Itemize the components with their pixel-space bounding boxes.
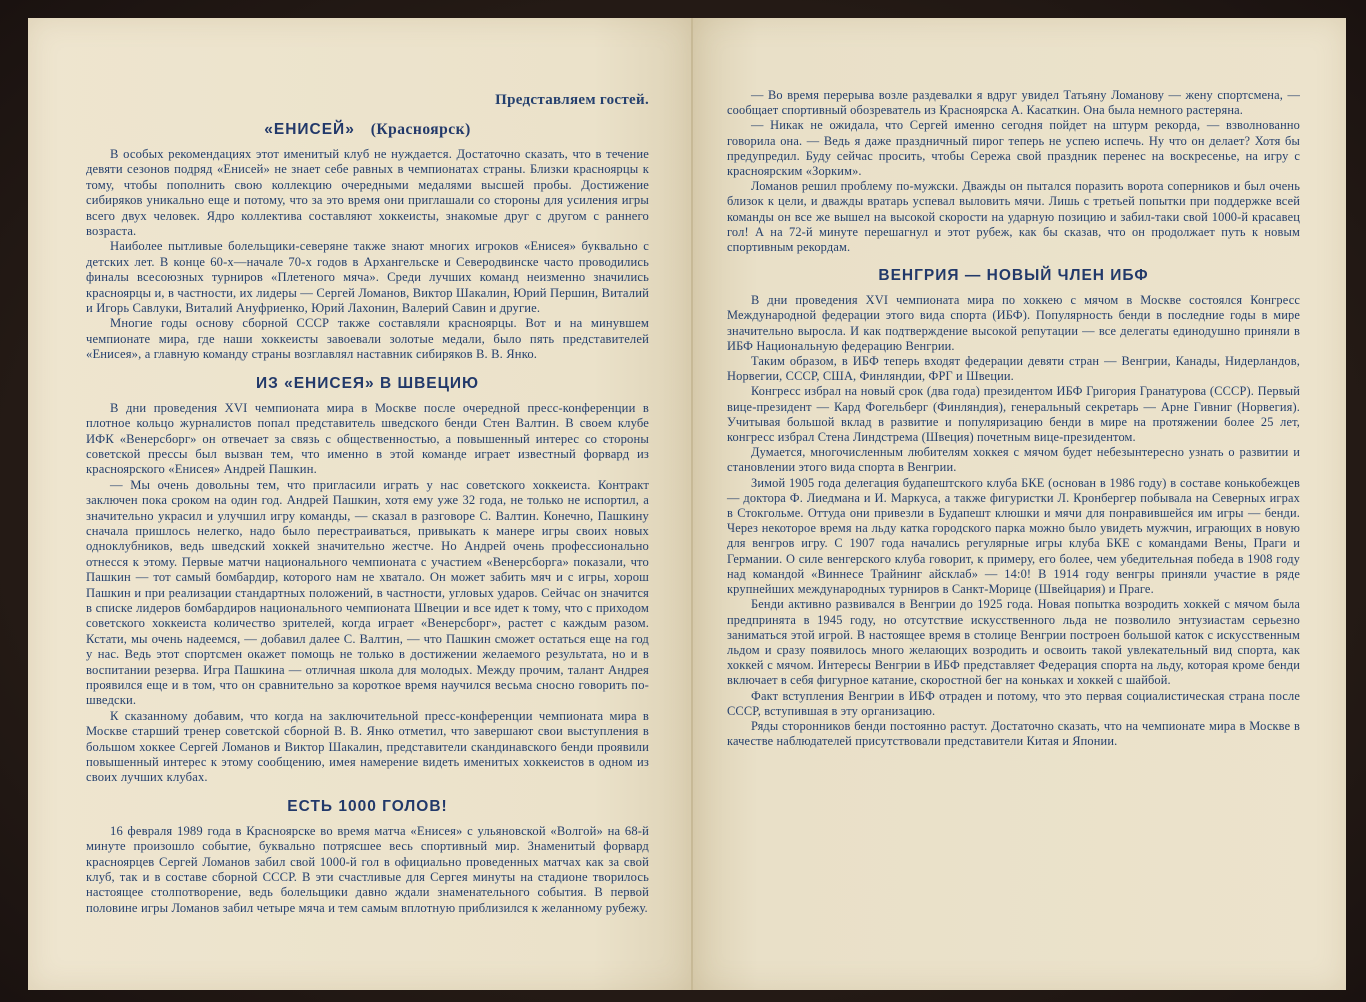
hungary-heading: ВЕНГРИЯ — НОВЫЙ ЧЛЕН ИБФ — [878, 267, 1149, 285]
hungary-paragraph-3: Конгресс избрал на новый срок (два года) президентом ИБФ Григория Гранатурова (СССР). Первый вице-президент — Кард Фогельберг (Финляндия), генеральный секретарь — Арне Гивниг (Норвегия). Учитывая большой вклад в развитие и популяризацию бенди в мире на протяжении более 25 лет, конгресс избрал Стена Линдстрема (Швеция) почетным вице-президентом. — [727, 384, 1300, 445]
goals-paragraph-1: 16 февраля 1989 года в Красноярске во время матча «Енисея» с ульяновской «Волгой» на 68-й минуте произошло событие, буквально потрясшее весь спортивный мир. Знаменитый форвард красноярцев Сергей Ломанов забил свой 1000-й гол в официально проведенных матчах как за свой клуб, так и в составе сборной СССР. В эти счастливые для Сергея минуты на стадионе творилось настоящее столпотворение, ведь болельщики давно ждали знаменательного события. В первой половине игры Ломанов забил четыре мяча и тем самым вплотную приблизился к желанному рубежу. — [86, 823, 649, 915]
yenisey-title: «ЕНИСЕЙ» — [264, 121, 355, 138]
yenisey-paragraph-2: Наиболее пытливые болельщики-северяне также знают многих игроков «Енисея» буквально с детских лет. В конце 60-х—начале 70-х годов в Архангельске и Северодвинске часто проводились финалы всесоюзных турниров «Плетеного мяча». Среди лучших команд неизменно значились красноярцы и, в частности, их лидеры — Сергей Ломанов, Виктор Шакалин, Юрий Першин, Виталий и Игорь Савлуки, Виталий Ануфриенко, Юрий Лахонин, Валерий Савин и другие. — [86, 239, 649, 316]
yenisey-heading — [86, 121, 649, 139]
yenisey-paragraph-3: Многие годы основу сборной СССР также составляли красноярцы. Вот и на минувшем чемпионате мира, где наши хоккеисты завоевали золотые медали, было пять представителей «Енисея», а главную команду страны возглавлял наставник сибиряков В. В. Янко. — [86, 316, 649, 362]
goals-heading: ЕСТЬ 1000 ГОЛОВ! — [287, 797, 448, 815]
hungary-paragraph-5: Зимой 1905 года делегация будапештского клуба БКЕ (основан в 1986 году) в составе конькобежцев — доктора Ф. Лиедмана и И. Маркуса, а также фигуристки Л. Кронбергер побывала на Северных играх в Стокгольме. Оттуда они привезли в Будапешт клюшки и мячи для понравившейся им игры — бенди. Через некоторое время на льду катка городского парка можно было увидеть мужчин, играющих в новую для венгров игру. С 1907 года начались регулярные игры клуба БКЕ с командами Вены, Праги и Германии. О силе венгерского клуба говорит, к примеру, его более, чем убедительная победа в 1908 году над командой «Виннесе Трайнинг айсклаб» — 14:0! В 1914 году венгры приняли участие в ряде крупнейших международных турниров в Санкт-Морице (Швейцария) и Праге. — [727, 475, 1300, 597]
hungary-paragraph-8: Ряды сторонников бенди постоянно растут. Достаточно сказать, что на чемпионате мира в Москве в качестве наблюдателей присутствовали представители Китая и Японии. — [727, 718, 1300, 749]
open-booklet — [28, 18, 1346, 990]
hungary-paragraph-4: Думается, многочисленным любителям хоккея с мячом будет небезынтересно узнать о развитии и становлении этого вида спорта в Венгрии. — [727, 445, 1300, 475]
yenisey-subtitle: (Красноярск) — [370, 121, 471, 138]
left-page — [28, 18, 693, 990]
hungary-paragraph-1: В дни проведения XVI чемпионата мира по хоккею с мячом в Москве состоялся Конгресс Международной федерации этого вида спорта (ИБФ). Популярность бенди в последние годы в мире значительно выросла. И как подтверждение высокой репутации — все делегаты единодушно приняли в ИБФ Национальную федерацию Венгрии. — [727, 293, 1300, 353]
goals-paragraph-2: — Во время перерыва возле раздевалки я вдруг увидел Татьяну Ломанову — жену спортсмена, — сообщает спортивный обозреватель из Красноярска А. Касаткин. Она была немного растеряна. — [727, 88, 1300, 118]
hungary-paragraph-2: Таким образом, в ИБФ теперь входят федерации девяти стран — Венгрии, Канады, Нидерландов, Норвегии, СССР, США, Финляндии, ФРГ и Швеции. — [727, 354, 1300, 384]
sweden-heading: ИЗ «ЕНИСЕЯ» В ШВЕЦИЮ — [255, 374, 480, 392]
sweden-paragraph-1: В дни проведения XVI чемпионата мира в Москве после очередной пресс-конференции в плотное кольцо журналистов попал представитель шведского бенди Стен Валтин. В своем клубе ИФК «Венерсборг» он отвечает за связь с общественностью, а повышенный интерес со стороны советской прессы был вызван тем, что именно в этой команде играет известный форвард из красноярского «Енисея» Андрей Пашкин. — [86, 400, 649, 477]
right-page — [693, 18, 1346, 990]
hungary-paragraph-6: Бенди активно развивался в Венгрии до 1925 года. Новая попытка возродить хоккей с мячом была предпринята в 1945 году, но отсутствие искусственного льда не позволило энтузиастам серьезно заниматься этой игрой. В настоящее время в столице Венгрии построен большой каток с искусственным льдом и сразу появилось много желающих возродить и освоить такой увлекательный вид спорта, как хоккей с мячом. Интересы Венгрии в ИБФ представляет Федерация спорта на льду, которая кроме бенди включает в себя фигурное катание, скоростной бег на коньках и хоккей с шайбой. — [727, 597, 1300, 688]
yenisey-paragraph-1: В особых рекомендациях этот именитый клуб не нуждается. Достаточно сказать, что в течение девяти сезонов подряд «Енисей» не знает себе равных в чемпионатах страны. Близки красноярцы к тому, чтобы пополнить свою коллекцию очередными медалями высшей пробы. Достижение сибиряков уникально еще и потому, что за это время они приглашали со стороны для усиления игры всего двух человек. Ядро коллектива составляют хоккеисты, знакомые друг с другом с раннего возраста. — [86, 147, 649, 239]
goals-paragraph-4: Ломанов решил проблему по-мужски. Дважды он пытался поразить ворота соперников и был очень близок к цели, и дважды вратарь успевал выловить мячи. Лишь с третьей попытки при поддержке всей команды он все же вышел на высокой скорости на ударную позицию и забил-таки свой 1000-й красавец гол! А на 72-й минуте перешагнул и этот рубеж, как бы сказав, что он продолжает путь к новым спортивным рекордам. — [727, 179, 1300, 255]
hungary-paragraph-7: Факт вступления Венгрии в ИБФ отраден и потому, что это первая социалистическая страна после СССР, вступившая в эту организацию. — [727, 688, 1300, 718]
sweden-paragraph-2: — Мы очень довольны тем, что пригласили играть у нас советского хоккеиста. Контракт заключен пока сроком на один год. Андрей Пашкин, хотя ему уже 32 года, не только не испортил, а значительно украсил и улучшил игру команды, — сказал в разговоре С. Валтин. Конечно, Пашкину сначала пришлось нелегко, надо было перестраиваться, привыкать к манере игры своих новых одноклубников, ведь шведский хоккей значительно жестче. Но Андрей очень профессионально отнесся к этому. Первые матчи национального чемпионата с участием «Венерсборга» показали, что Пашкин — тот самый бомбардир, которого нам не хватало. Он может забить мяч и с игры, хорош Пашкин и при реализации стандартных положений, в частности, угловых ударов. Сейчас он значится в списке лидеров бомбардиров национального чемпионата Швеции и все идет к тому, что с приходом советского хоккеиста количество зрителей, когда играет «Венерсборг», растет с каждым разом. Кстати, мы очень надеемся, — добавил далее С. Валтин, — что Пашкин сможет остаться еще на год у нас. Ведь этот спортсмен окажет помощь не только в достижении желаемого результата, но и в воспитании резерва. Игра Пашкина — отличная школа для молодых. Между прочим, талант Андрея проявился еще и в том, что он сравнительно за короткое время научился весьма сносно говорить по-шведски. — [86, 477, 649, 708]
goals-paragraph-3: — Никак не ожидала, что Сергей именно сегодня пойдет на штурм рекорда, — взволнованно говорила она. — Ведь я даже праздничный пирог теперь не успею испечь. Ну что он делает? Хотя бы предупредил. Буду сейчас просить, чтобы Сережа свой праздник перенес на воскресенье, на игру с красноярским «Зорким». — [727, 118, 1300, 179]
sweden-paragraph-3: К сказанному добавим, что когда на заключительной пресс-конференции чемпионата мира в Москве старший тренер советской сборной В. В. Янко отметил, что завершают свои выступления в большом хоккее Сергей Ломанов и Виктор Шакалин, представители скандинавского бенди проявили повышенный интерес к этому сообщению, имея намерение видеть именитых хоккеистов в одном из своих лучших клубах. — [86, 708, 649, 785]
section-label: Представляем гостей. — [495, 92, 649, 108]
